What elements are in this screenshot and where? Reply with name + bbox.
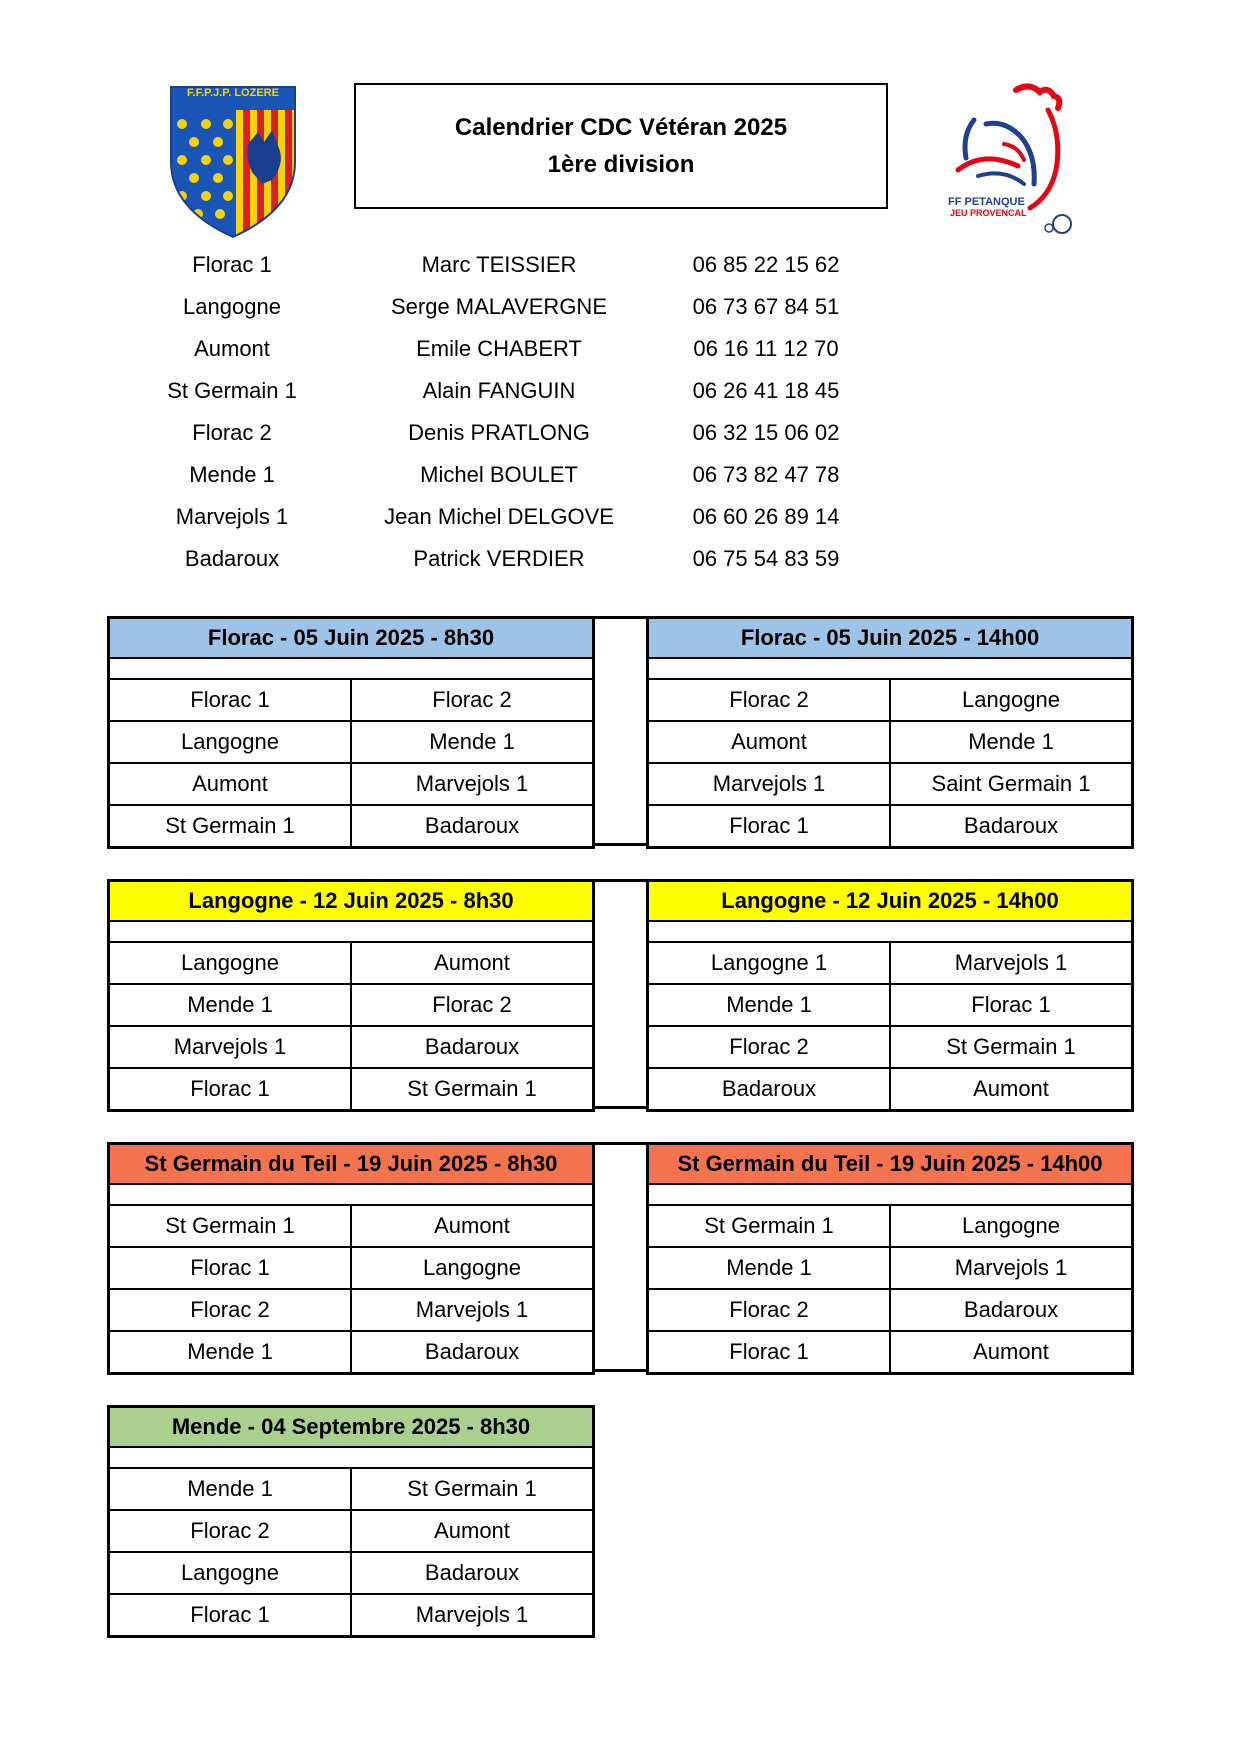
contact-team: Badaroux [184, 546, 280, 571]
match-row [649, 1206, 1131, 1248]
contact-phone: 06 26 41 18 45 [692, 378, 840, 403]
match-row [110, 943, 592, 985]
match-row [110, 985, 592, 1027]
contact-name: Serge MALAVERGNE [390, 294, 608, 319]
contact-team: Florac 1 [192, 252, 272, 277]
contact-name: Patrick VERDIER [413, 546, 585, 571]
match-team-away: Mende 1 [968, 729, 1054, 754]
title-box [354, 83, 888, 209]
contact-name: Jean Michel DELGOVE [384, 504, 614, 529]
match-team-home: Florac 1 [110, 1248, 352, 1288]
match-team-away: Mende 1 [429, 729, 515, 754]
contact-name: Denis PRATLONG [408, 420, 590, 445]
rooster-logo-text-2: JEU PROVENCAL [950, 208, 1027, 218]
contact-name: Marc TEISSIER [421, 252, 577, 277]
match-row [649, 1248, 1131, 1290]
match-row [110, 764, 592, 806]
ff-petanque-rooster-logo [944, 80, 1084, 240]
block-divider [592, 616, 649, 846]
contact-row [0, 504, 1241, 546]
match-panel-right [646, 616, 1134, 849]
match-panel-spacer [110, 659, 592, 680]
match-row [649, 1027, 1131, 1069]
match-team-home: Langogne [110, 1553, 352, 1593]
contact-row [0, 462, 1241, 504]
match-team-away: Badaroux [963, 813, 1059, 838]
match-team-away: Langogne [962, 1213, 1060, 1238]
match-team-away: St Germain 1 [407, 1076, 537, 1101]
match-row [110, 1206, 592, 1248]
contact-name: Alain FANGUIN [422, 378, 576, 403]
match-day-block [107, 879, 1134, 1109]
match-team-away: Langogne [962, 687, 1060, 712]
match-panel-spacer [649, 1185, 1131, 1206]
match-row [649, 1332, 1131, 1372]
match-team-home: Florac 2 [110, 1290, 352, 1330]
match-team-home: Mende 1 [649, 985, 891, 1025]
match-row [110, 680, 592, 722]
match-team-home: Marvejols 1 [649, 764, 891, 804]
match-team-away: Marvejols 1 [415, 771, 529, 796]
match-team-home: Aumont [649, 722, 891, 762]
match-team-home: Florac 2 [649, 1027, 891, 1067]
match-panel-spacer [110, 1185, 592, 1206]
match-panel-left [107, 1405, 595, 1638]
match-row [110, 1469, 592, 1511]
match-panel-spacer [110, 922, 592, 943]
match-row [110, 1553, 592, 1595]
page-title: Calendrier CDC Vétéran 2025 [454, 114, 788, 141]
contact-row [0, 252, 1241, 294]
match-team-away: Florac 2 [432, 992, 512, 1017]
match-team-home: Florac 2 [649, 680, 891, 720]
contact-team: Aumont [194, 336, 270, 361]
match-row [110, 722, 592, 764]
match-row [649, 806, 1131, 846]
match-row [649, 722, 1131, 764]
match-team-home: Florac 1 [110, 1069, 352, 1109]
match-team-home: Mende 1 [110, 1332, 352, 1372]
contact-phone: 06 60 26 89 14 [692, 504, 840, 529]
match-row [649, 943, 1131, 985]
match-row [649, 985, 1131, 1027]
match-team-home: Florac 2 [649, 1290, 891, 1330]
match-team-away: Badaroux [424, 1560, 520, 1585]
page-subtitle: 1ère division [547, 151, 695, 178]
contact-team: Florac 2 [192, 420, 272, 445]
match-team-home: Florac 1 [649, 806, 891, 846]
match-row [110, 806, 592, 846]
match-panel-left [107, 616, 595, 849]
match-row [649, 680, 1131, 722]
match-team-away: Badaroux [963, 1297, 1059, 1322]
match-team-home: Aumont [110, 764, 352, 804]
match-team-away: St Germain 1 [946, 1034, 1076, 1059]
match-panel-spacer [649, 659, 1131, 680]
match-team-away: Badaroux [424, 813, 520, 838]
contact-row [0, 336, 1241, 378]
match-team-away: Marvejols 1 [954, 1255, 1068, 1280]
match-row [110, 1248, 592, 1290]
match-team-home: Marvejols 1 [110, 1027, 352, 1067]
match-row [110, 1332, 592, 1372]
match-team-away: Langogne [423, 1255, 521, 1280]
match-team-away: Florac 2 [432, 687, 512, 712]
match-panel-title: Langogne - 12 Juin 2025 - 8h30 [110, 882, 592, 922]
match-team-home: St Germain 1 [110, 806, 352, 846]
shield-logo-text: F.F.P.J.P. LOZERE [187, 87, 279, 99]
match-row [649, 1290, 1131, 1332]
match-row [110, 1290, 592, 1332]
block-divider [592, 879, 649, 1109]
contact-name: Emile CHABERT [416, 336, 582, 361]
match-team-away: Badaroux [424, 1034, 520, 1059]
contact-team: Langogne [183, 294, 281, 319]
match-team-away: Marvejols 1 [415, 1602, 529, 1627]
match-day-block [107, 1142, 1134, 1372]
match-row [649, 764, 1131, 806]
match-row [110, 1027, 592, 1069]
match-team-away: Aumont [434, 950, 510, 975]
contact-row [0, 546, 1241, 588]
match-row [110, 1069, 592, 1109]
contact-row [0, 294, 1241, 336]
match-panel-left [107, 879, 595, 1112]
match-team-home: Badaroux [649, 1069, 891, 1109]
contact-team: Marvejols 1 [175, 504, 289, 529]
match-day-block [107, 616, 1134, 846]
match-team-away: Florac 1 [971, 992, 1051, 1017]
match-team-home: Langogne [110, 943, 352, 983]
match-team-home: Florac 1 [110, 1595, 352, 1635]
match-panel-title: Florac - 05 Juin 2025 - 8h30 [110, 619, 592, 659]
match-team-away: Aumont [434, 1213, 510, 1238]
contact-phone: 06 75 54 83 59 [692, 546, 840, 571]
match-team-home: Florac 1 [110, 680, 352, 720]
contact-phone: 06 16 11 12 70 [693, 336, 839, 361]
match-team-away: St Germain 1 [407, 1476, 537, 1501]
contact-phone: 06 73 82 47 78 [692, 462, 840, 487]
contact-phone: 06 32 15 06 02 [692, 420, 840, 445]
match-panel-right [646, 1142, 1134, 1375]
match-team-home: Mende 1 [110, 1469, 352, 1509]
match-team-home: Florac 2 [110, 1511, 352, 1551]
contact-team: St Germain 1 [167, 378, 297, 403]
match-team-away: Aumont [973, 1339, 1049, 1364]
match-panel-left [107, 1142, 595, 1375]
match-team-home: Mende 1 [649, 1248, 891, 1288]
contact-team: Mende 1 [189, 462, 275, 487]
contacts-list [0, 252, 1241, 588]
rooster-logo-text-1: FF PETANQUE [948, 196, 1025, 208]
block-divider [592, 1142, 649, 1372]
match-team-home: Langogne [110, 722, 352, 762]
match-day-block [107, 1405, 1134, 1635]
match-panel-right [646, 879, 1134, 1112]
match-panel-title: St Germain du Teil - 19 Juin 2025 - 14h00 [649, 1145, 1131, 1185]
contact-phone: 06 85 22 15 62 [692, 252, 840, 277]
match-panel-title: St Germain du Teil - 19 Juin 2025 - 8h30 [110, 1145, 592, 1185]
match-team-away: Badaroux [424, 1339, 520, 1364]
match-panel-title: Mende - 04 Septembre 2025 - 8h30 [110, 1408, 592, 1448]
match-team-away: Marvejols 1 [415, 1297, 529, 1322]
match-row [649, 1069, 1131, 1109]
match-team-home: Florac 1 [649, 1332, 891, 1372]
contact-name: Michel BOULET [420, 462, 578, 487]
match-team-away: Aumont [434, 1518, 510, 1543]
contact-row [0, 378, 1241, 420]
match-row [110, 1595, 592, 1635]
match-team-home: St Germain 1 [649, 1206, 891, 1246]
match-team-home: Mende 1 [110, 985, 352, 1025]
match-panel-spacer [649, 922, 1131, 943]
match-panel-spacer [110, 1448, 592, 1469]
match-row [110, 1511, 592, 1553]
match-team-away: Marvejols 1 [954, 950, 1068, 975]
match-team-away: Aumont [973, 1076, 1049, 1101]
match-team-home: St Germain 1 [110, 1206, 352, 1246]
contact-phone: 06 73 67 84 51 [692, 294, 840, 319]
match-team-home: Langogne 1 [649, 943, 891, 983]
match-team-away: Saint Germain 1 [931, 771, 1091, 796]
match-panel-title: Florac - 05 Juin 2025 - 14h00 [649, 619, 1131, 659]
match-panel-title: Langogne - 12 Juin 2025 - 14h00 [649, 882, 1131, 922]
contact-row [0, 420, 1241, 462]
lozere-shield-logo [168, 84, 298, 240]
